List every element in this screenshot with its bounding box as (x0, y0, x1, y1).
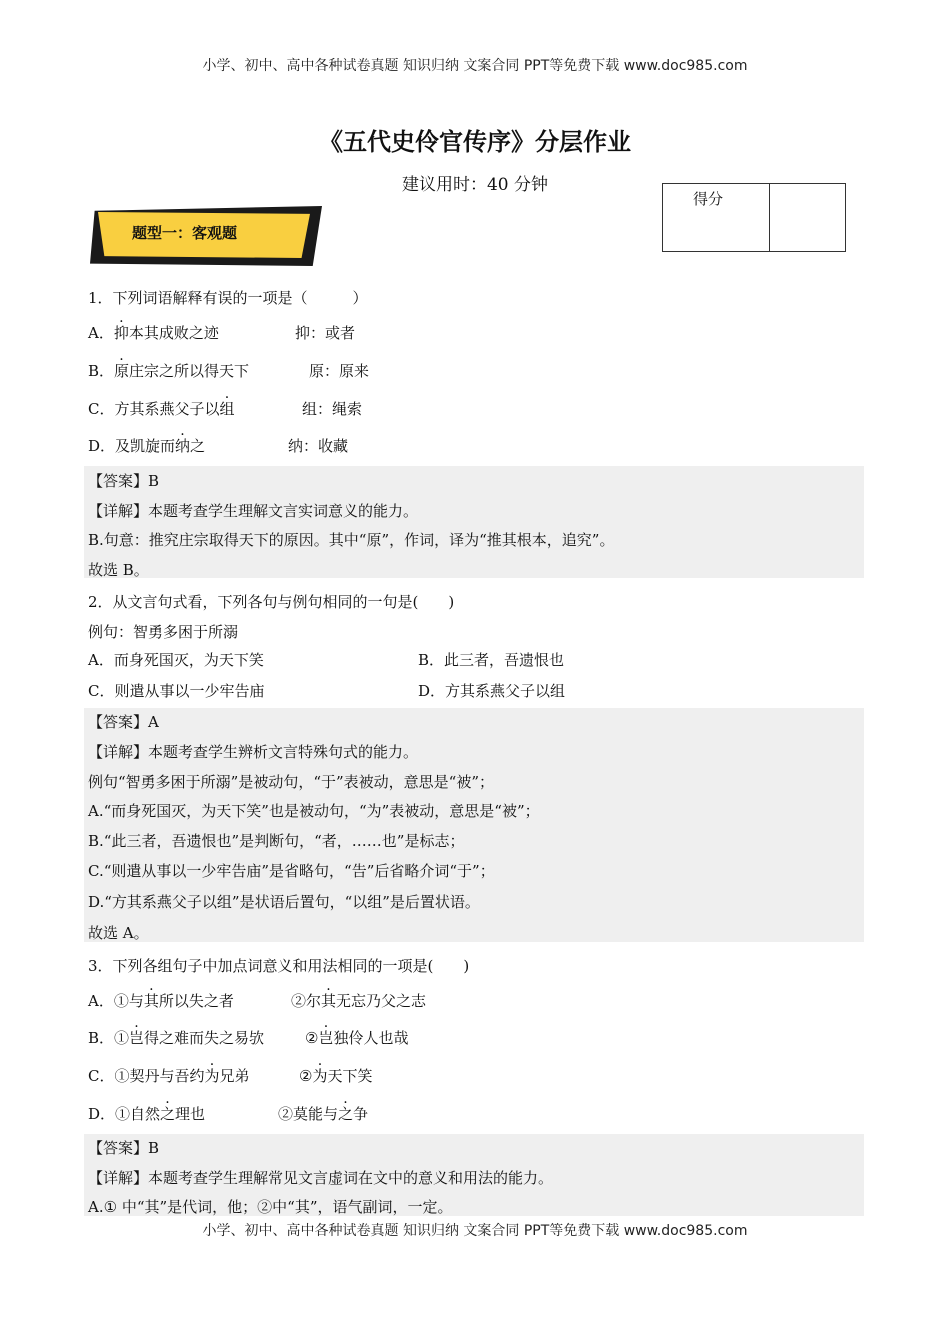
q1-d-gloss: 纳：收藏 (288, 437, 349, 455)
section-banner (90, 206, 322, 266)
q2-conclusion: 故选 A。 (88, 924, 149, 942)
q3-a2-dotted: 其 (321, 992, 337, 1010)
q3-c2-prefix: ② (299, 1067, 313, 1085)
q2-detail-4: B.“此三者，吾遗恨也”是判断句，“者，……也”是标志； (88, 832, 465, 850)
q3-option-a-1 (88, 990, 234, 1011)
q2-option-c: C．则遣从事以一少牢告庙 (88, 682, 265, 700)
q3-c1-rest: 兄弟 (219, 1067, 250, 1085)
q3-option-c-2 (299, 1065, 372, 1086)
q1-answer-panel (84, 466, 864, 578)
q2-detail-6: D.“方其系燕父子以组”是状语后置句，“以组”是后置状语。 (88, 893, 480, 911)
q1-a-rest: 本其成败之迹 (128, 324, 219, 342)
q3-b1-rest: 得之难而失之易欤 (144, 1029, 265, 1047)
q1-answer: 【答案】B (88, 472, 160, 490)
q3-stem: 3．下列各组句子中加点词意义和用法相同的一项是( ) (88, 957, 470, 975)
score-value-cell[interactable] (770, 184, 846, 251)
q3-d2-dotted: 之 (338, 1105, 354, 1123)
q3-answer: 【答案】B (88, 1139, 160, 1157)
q3-option-b-2 (305, 1027, 408, 1048)
q1-stem: 1．下列词语解释有误的一项是（ ） (88, 289, 368, 307)
score-box (662, 183, 846, 252)
q2-example: 例句：智勇多困于所溺 (88, 623, 239, 641)
q3-option-d-1 (88, 1103, 205, 1124)
q2-option-d: D．方其系燕父子以组 (418, 682, 566, 700)
q1-option-d (88, 435, 205, 456)
q1-detail-1: 【详解】本题考查学生理解文言实词意义的能力。 (88, 502, 419, 520)
q3-option-d-2 (278, 1103, 368, 1124)
header-banner: 小学、初中、高中各种试卷真题 知识归纳 文案合同 PPT等免费下载 www.doc985.com (202, 58, 748, 74)
q1-c-prefix: C．方其系燕父子以 (88, 400, 220, 418)
footer-banner: 小学、初中、高中各种试卷真题 知识归纳 文案合同 PPT等免费下载 www.doc985.com (202, 1223, 748, 1239)
q1-a-gloss: 抑：或者 (295, 324, 356, 342)
q3-b2-rest: 独伶人也哉 (333, 1029, 409, 1047)
q1-d-dotted: 纳 (175, 437, 191, 455)
q2-option-a: A．而身死国灭，为天下笑 (88, 651, 264, 669)
q2-detail-5: C.“则遣从事以一少牢告庙”是省略句，“告”后省略介词“于”； (88, 862, 495, 880)
q3-a1-dotted: 其 (143, 992, 159, 1010)
q2-answer: 【答案】A (88, 713, 159, 731)
q1-b-gloss: 原：原来 (309, 362, 370, 380)
q1-option-a (88, 322, 219, 343)
q3-option-a-2 (291, 990, 426, 1011)
q2-option-b: B．此三者，吾遗恨也 (418, 651, 565, 669)
q3-option-b-1 (88, 1027, 264, 1048)
q3-a2-rest: 无忘乃父之志 (336, 992, 427, 1010)
section-label: 题型一：客观题 (132, 224, 238, 242)
q3-detail-2: A.① 中“其”是代词，他；②中“其”，语气副词，一定。 (88, 1198, 453, 1216)
q3-option-c-1 (88, 1065, 250, 1086)
q1-c-gloss: 组：绳索 (302, 400, 363, 418)
q1-b-dotted: 原 (114, 362, 130, 380)
q3-c2-rest: 天下笑 (327, 1067, 373, 1085)
q1-conclusion: 故选 B。 (88, 561, 149, 579)
q1-option-b (88, 360, 249, 381)
q3-b2-prefix: ② (305, 1029, 319, 1047)
q3-c1-prefix: C．①契丹与吾约 (88, 1067, 205, 1085)
q1-option-c (88, 398, 235, 419)
q1-b-prefix: B． (88, 362, 115, 380)
q3-d1-rest: 理也 (175, 1105, 206, 1123)
q2-detail-2: 例句“智勇多困于所溺”是被动句，“于”表被动，意思是“被”； (88, 773, 495, 791)
q3-d2-prefix: ②莫能与 (278, 1105, 339, 1123)
q1-c-dotted: 组 (219, 400, 235, 418)
score-label: 得分 (663, 184, 770, 251)
q3-b1-prefix: B．① (88, 1029, 130, 1047)
q1-detail-2: B.句意：推究庄宗取得天下的原因。其中“原”，作词，译为“推其根本，追究”。 (88, 531, 615, 549)
q3-detail-1: 【详解】本题考查学生理解常见文言虚词在文中的意义和用法的能力。 (88, 1169, 554, 1187)
q3-d1-prefix: D．①自然 (88, 1105, 161, 1123)
q3-d1-dotted: 之 (160, 1105, 176, 1123)
q1-d-rest: 之 (190, 437, 206, 455)
q1-a-dotted: 抑 (113, 324, 129, 342)
q3-a1-rest: 所以失之者 (158, 992, 234, 1010)
suggested-time: 建议用时：40 分钟 (401, 175, 549, 195)
q3-d2-rest: 争 (353, 1105, 369, 1123)
q2-detail-3: A.“而身死国灭，为天下笑”也是被动句，“为”表被动，意思是“被”； (88, 802, 540, 820)
q3-c1-dotted: 为 (204, 1067, 220, 1085)
q2-stem: 2．从文言句式看，下列各句与例句相同的一句是( ) (88, 593, 455, 611)
q2-detail-1: 【详解】本题考查学生辨析文言特殊句式的能力。 (88, 743, 419, 761)
q1-b-rest: 庄宗之所以得天下 (129, 362, 250, 380)
q3-c2-dotted: 为 (312, 1067, 328, 1085)
q1-a-prefix: A． (88, 324, 114, 342)
page-title: 《五代史伶官传序》分层作业 (319, 128, 631, 156)
q3-b2-dotted: 岂 (318, 1029, 334, 1047)
q3-b1-dotted: 岂 (129, 1029, 145, 1047)
q3-a2-prefix: ②尔 (291, 992, 322, 1010)
q1-d-prefix: D．及凯旋而 (88, 437, 176, 455)
q3-a1-prefix: A．①与 (88, 992, 144, 1010)
